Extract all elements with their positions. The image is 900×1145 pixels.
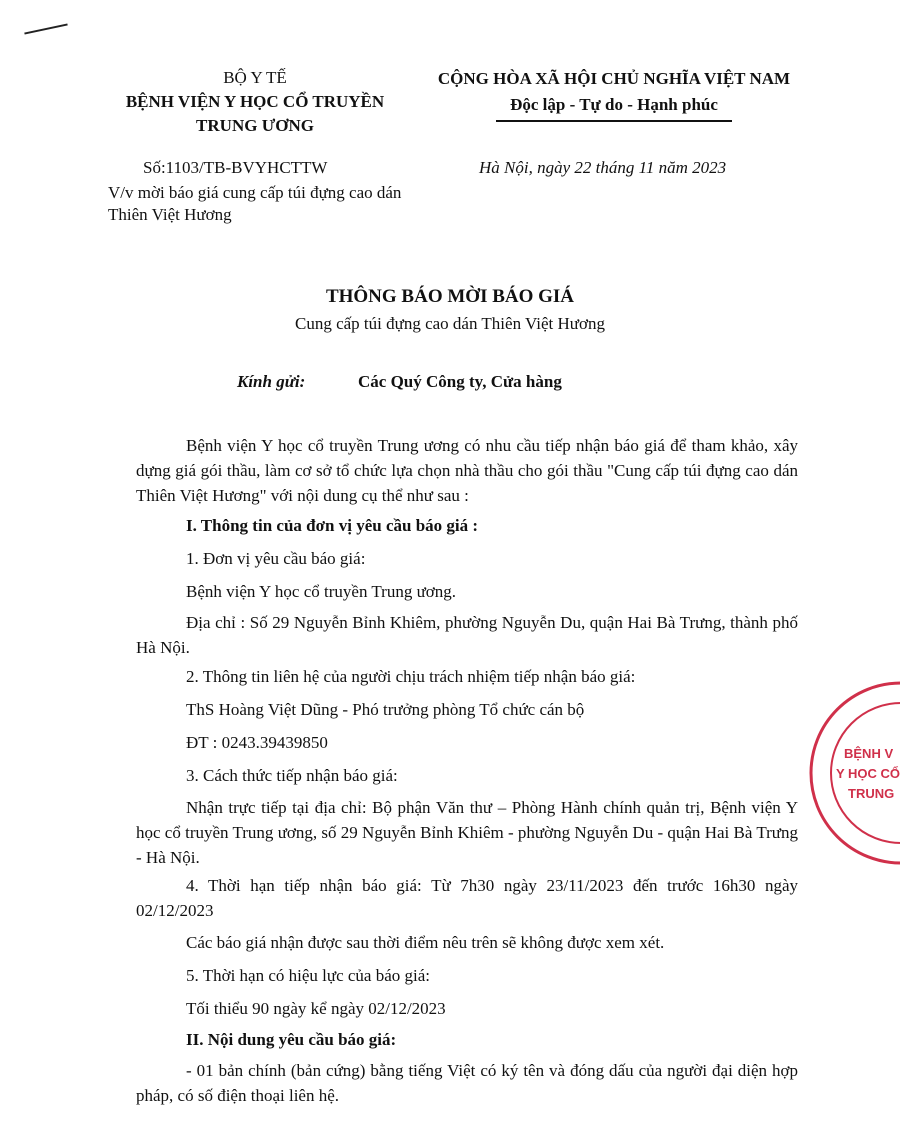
section2-item: - 01 bản chính (bản cứng) bằng tiếng Việt có ký tên và đóng dấu của người đại diện hợp pháp, có số điện thoại liên hệ. bbox=[136, 1061, 798, 1105]
item2-heading: 2. Thông tin liên hệ của người chịu trách nhiệm tiếp nhận báo giá: bbox=[186, 667, 636, 686]
section1-heading: I. Thông tin của đơn vị yêu cầu báo giá : bbox=[186, 516, 479, 535]
hospital-name-line2: TRUNG ƯƠNG bbox=[196, 116, 314, 135]
document-subject: V/v mời báo giá cung cấp túi đựng cao dán Thiên Việt Hương bbox=[108, 183, 402, 224]
seal-text-line3: TRUNG bbox=[848, 786, 895, 801]
item3-heading: 3. Cách thức tiếp nhận báo giá: bbox=[186, 766, 398, 785]
item2-phone: ĐT : 0243.39439850 bbox=[186, 733, 328, 752]
intro-paragraph: Bệnh viện Y học cổ truyền Trung ương có nhu cầu tiếp nhận báo giá để tham khảo, xây dựng giá gói thầu, làm cơ sở tổ chức lựa chọn nhà thầu cho gói thầu "Cung cấp túi đựng cao dán Thiên Việt Hương" với nội dung cụ thể như sau : bbox=[136, 436, 798, 505]
document-date: Hà Nội, ngày 22 tháng 11 năm 2023 bbox=[479, 158, 727, 177]
recipient-label: Kính gửi: bbox=[237, 372, 306, 391]
section2-heading: II. Nội dung yêu cầu báo giá: bbox=[186, 1030, 397, 1049]
notice-title: THÔNG BÁO MỜI BÁO GIÁ bbox=[325, 286, 575, 307]
item1-heading: 1. Đơn vị yêu cầu báo giá: bbox=[186, 549, 366, 568]
national-header bbox=[402, 66, 826, 122]
recipient: Các Quý Công ty, Cửa hàng bbox=[358, 372, 562, 391]
pen-mark bbox=[24, 23, 67, 34]
item4-text: 4. Thời hạn tiếp nhận báo giá: Từ 7h30 ngày 23/11/2023 đến trước 16h30 ngày 02/12/2023 bbox=[136, 876, 798, 920]
hospital-name-line1: BỆNH VIỆN Y HỌC CỔ TRUYỀN bbox=[125, 92, 385, 111]
motto-underline bbox=[496, 120, 732, 122]
national-motto: Độc lập - Tự do - Hạnh phúc bbox=[510, 95, 718, 114]
ministry-name: BỘ Y TẾ bbox=[223, 68, 287, 87]
agency-header bbox=[100, 66, 410, 138]
item5-text: Tối thiểu 90 ngày kể ngày 02/12/2023 bbox=[186, 999, 446, 1018]
item1-address: Địa chỉ : Số 29 Nguyễn Bỉnh Khiêm, phường Nguyễn Du, quận Hai Bà Trưng, thành phố Hà Nội. bbox=[136, 613, 798, 657]
item5-heading: 5. Thời hạn có hiệu lực của báo giá: bbox=[186, 966, 431, 985]
seal-text-line1: BỆNH V bbox=[844, 746, 894, 761]
country-name: CỘNG HÒA XÃ HỘI CHỦ NGHĨA VIỆT NAM bbox=[437, 69, 791, 88]
document-number: Số:1103/TB-BVYHCTTW bbox=[143, 158, 328, 177]
item3-text: Nhận trực tiếp tại địa chỉ: Bộ phận Văn thư – Phòng Hành chính quản trị, Bệnh viện Y học cổ truyền Trung ương, số 29 Nguyễn Bỉnh Khiêm - phường Nguyễn Du - quận Hai Bà Trưng - Hà Nội. bbox=[136, 798, 798, 867]
seal-text-line2: Y HỌC CỔ bbox=[836, 766, 900, 781]
item4-note: Các báo giá nhận được sau thời điểm nêu trên sẽ không được xem xét. bbox=[186, 933, 665, 952]
official-seal bbox=[806, 678, 900, 868]
notice-subtitle: Cung cấp túi đựng cao dán Thiên Việt Hương bbox=[295, 314, 605, 333]
item1-unit: Bệnh viện Y học cổ truyền Trung ương. bbox=[186, 582, 457, 601]
item2-person: ThS Hoàng Việt Dũng - Phó trưởng phòng Tổ chức cán bộ bbox=[186, 700, 585, 719]
